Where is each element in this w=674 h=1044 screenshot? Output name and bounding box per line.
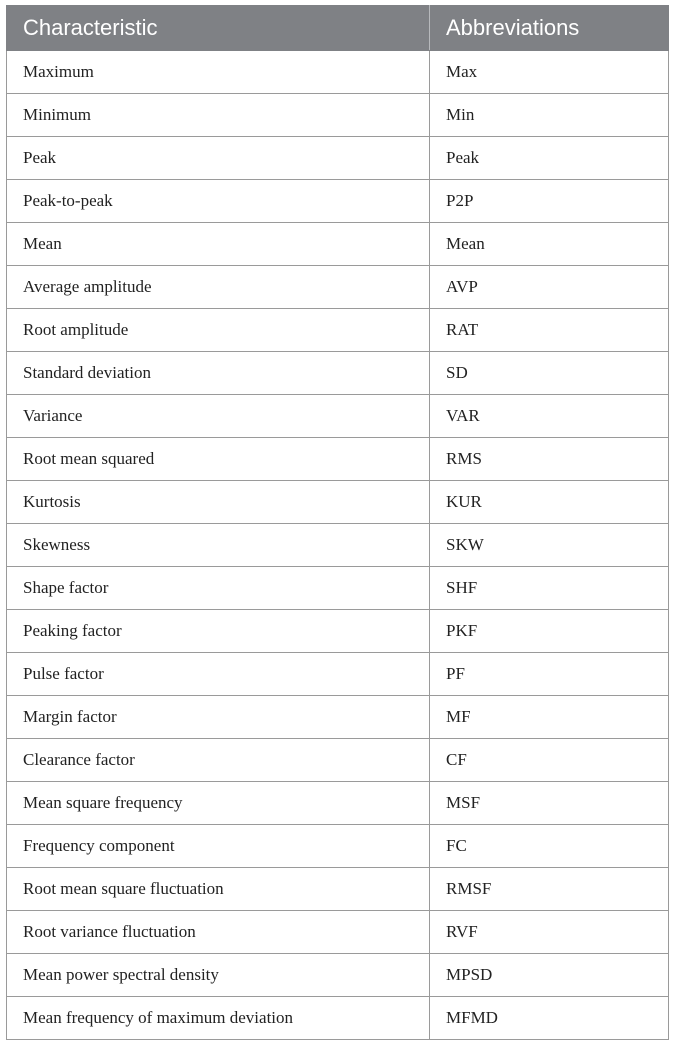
characteristic-cell: Shape factor [7,567,430,610]
table-row [7,997,669,1040]
table-row [7,954,669,997]
characteristic-cell: Frequency component [7,825,430,868]
abbreviation-cell: CF [430,739,669,782]
abbreviation-cell: Peak [430,137,669,180]
abbreviation-cell: MPSD [430,954,669,997]
table-row [7,352,669,395]
table-row [7,180,669,223]
table-row [7,610,669,653]
abbreviations-table-container [6,5,668,1040]
characteristic-cell: Standard deviation [7,352,430,395]
characteristic-cell: Pulse factor [7,653,430,696]
header-row [7,6,669,51]
abbreviation-cell: MFMD [430,997,669,1040]
table-row [7,94,669,137]
abbreviation-cell: RMS [430,438,669,481]
table-row [7,524,669,567]
abbreviation-cell: PKF [430,610,669,653]
table-row [7,395,669,438]
abbreviation-cell: RMSF [430,868,669,911]
table-body [7,51,669,1040]
table-row [7,223,669,266]
characteristic-cell: Skewness [7,524,430,567]
abbreviation-cell: RAT [430,309,669,352]
characteristic-cell: Root amplitude [7,309,430,352]
table-row [7,911,669,954]
characteristic-cell: Margin factor [7,696,430,739]
table-row [7,137,669,180]
abbreviation-cell: P2P [430,180,669,223]
table-row [7,825,669,868]
abbreviation-cell: FC [430,825,669,868]
table-row [7,309,669,352]
table-header [7,6,669,51]
table-row [7,739,669,782]
abbreviation-cell: SKW [430,524,669,567]
characteristic-cell: Peak-to-peak [7,180,430,223]
abbreviation-cell: Max [430,51,669,94]
characteristic-cell: Root mean square fluctuation [7,868,430,911]
table-row [7,653,669,696]
abbreviation-cell: AVP [430,266,669,309]
characteristic-cell: Average amplitude [7,266,430,309]
characteristic-cell: Root mean squared [7,438,430,481]
table-row [7,481,669,524]
table-row [7,782,669,825]
header-characteristic: Characteristic [7,6,430,51]
abbreviation-cell: Min [430,94,669,137]
abbreviation-cell: MSF [430,782,669,825]
table-row [7,51,669,94]
characteristic-cell: Clearance factor [7,739,430,782]
abbreviation-cell: PF [430,653,669,696]
characteristic-cell: Mean [7,223,430,266]
abbreviation-cell: VAR [430,395,669,438]
characteristic-cell: Kurtosis [7,481,430,524]
header-abbreviations: Abbreviations [430,6,669,51]
characteristic-cell: Mean frequency of maximum deviation [7,997,430,1040]
characteristic-cell: Maximum [7,51,430,94]
table-row [7,868,669,911]
table-row [7,696,669,739]
abbreviation-cell: MF [430,696,669,739]
abbreviation-cell: Mean [430,223,669,266]
abbreviation-cell: SD [430,352,669,395]
characteristic-cell: Peak [7,137,430,180]
characteristic-cell: Variance [7,395,430,438]
table-row [7,567,669,610]
characteristic-cell: Mean square frequency [7,782,430,825]
characteristic-cell: Peaking factor [7,610,430,653]
abbreviation-cell: RVF [430,911,669,954]
characteristic-cell: Minimum [7,94,430,137]
characteristic-cell: Root variance fluctuation [7,911,430,954]
abbreviation-cell: SHF [430,567,669,610]
abbreviations-table [6,5,669,1040]
abbreviation-cell: KUR [430,481,669,524]
characteristic-cell: Mean power spectral density [7,954,430,997]
table-row [7,438,669,481]
table-row [7,266,669,309]
